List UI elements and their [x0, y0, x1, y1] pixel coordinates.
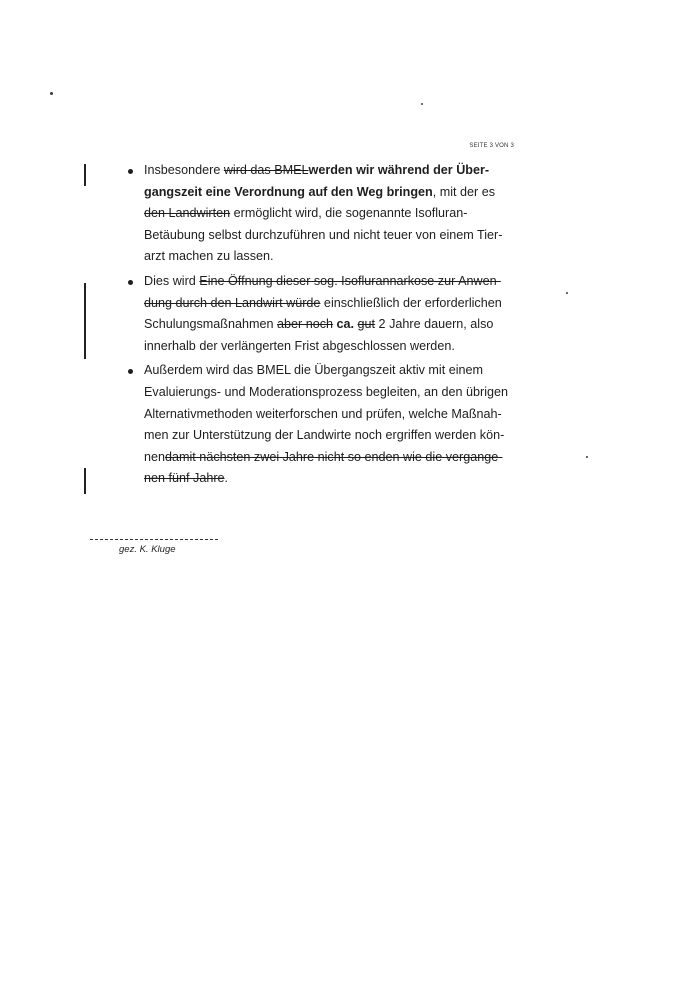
margin-change-bar: [84, 164, 86, 186]
signature: gez. K. Kluge: [119, 544, 176, 555]
struck-text: gut: [357, 317, 376, 332]
text-run: 2 Jahre dauern, also: [375, 317, 494, 332]
text-line: [144, 468, 508, 490]
text-run: Evaluierungs- und Moderationsprozess begleiten, an den übrigen: [144, 384, 509, 399]
text-run: arzt machen zu lassen.: [144, 249, 274, 264]
text-run: Außerdem wird das BMEL die Übergangszeit aktiv mit einem: [144, 363, 484, 378]
text-run: Dies wird: [144, 273, 200, 288]
scan-speck: [566, 292, 568, 294]
text-line: [144, 314, 508, 336]
text-line: [144, 160, 508, 182]
text-run: ermöglicht wird, die sogenannte Isofluran-: [230, 206, 468, 221]
bullet-text: [144, 271, 508, 357]
bullet-dot-icon: [128, 169, 133, 174]
text-run: nen: [144, 449, 166, 464]
text-line: [144, 336, 508, 358]
text-line: [144, 404, 508, 426]
text-line: [144, 382, 508, 404]
bullet-text: [144, 160, 508, 268]
scan-speck: [586, 456, 588, 458]
bullet-item: [128, 271, 508, 357]
text-line: [144, 293, 508, 315]
bullet-dot-icon: [128, 369, 133, 374]
bullet-item: [128, 160, 508, 268]
text-run: innerhalb der verlängerten Frist abgeschlossen werden.: [144, 338, 455, 353]
scan-speck: [50, 92, 53, 95]
struck-text: Eine Öffnung dieser sog. Isoflurannarkose zur Anwen-: [199, 273, 501, 288]
margin-change-bar: [84, 468, 86, 494]
struck-text: damit nächsten zwei Jahre nicht so enden wie die vergange-: [165, 449, 503, 464]
struck-text: den Landwirten: [144, 206, 231, 221]
text-run: Alternativmethoden weiterforschen und prüfen, welche Maßnah-: [144, 406, 502, 421]
text-line: [144, 447, 508, 469]
margin-change-bar: [84, 283, 86, 359]
bullet-dot-icon: [128, 280, 133, 285]
text-line: [144, 246, 508, 268]
text-line: [144, 425, 508, 447]
scan-speck: [421, 103, 423, 105]
struck-text: wird das BMEL: [223, 163, 309, 177]
text-line: [144, 360, 508, 382]
text-run: , mit der es: [432, 184, 496, 199]
text-run: Schulungsmaßnahmen: [144, 317, 278, 332]
text-line: [144, 182, 508, 204]
bold-text: gangszeit eine Verordnung auf den Weg bringen: [144, 184, 433, 199]
page-number: SEITE 3 VON 3: [469, 143, 514, 149]
bullet-item: [128, 360, 508, 490]
text-run: Insbesondere: [144, 163, 224, 177]
struck-text: dung durch den Landwirt würde: [144, 295, 321, 310]
bullet-text: [144, 360, 508, 490]
text-line: [144, 271, 508, 293]
bullet-list: [128, 160, 508, 493]
struck-text: nen fünf Jahre: [144, 471, 225, 486]
signature-rule: [90, 539, 218, 540]
bold-text: ca.: [333, 317, 358, 332]
text-line: [144, 203, 508, 225]
text-line: [144, 225, 508, 247]
text-run: men zur Unterstützung der Landwirte noch ergriffen werden kön-: [144, 428, 505, 443]
text-run: .: [224, 471, 229, 486]
text-run: Betäubung selbst durchzuführen und nicht teuer von einem Tier-: [144, 227, 503, 242]
struck-text: aber noch: [277, 317, 334, 332]
text-run: einschließlich der erforderlichen: [320, 295, 502, 310]
bold-text: werden wir während der Über-: [308, 163, 490, 177]
